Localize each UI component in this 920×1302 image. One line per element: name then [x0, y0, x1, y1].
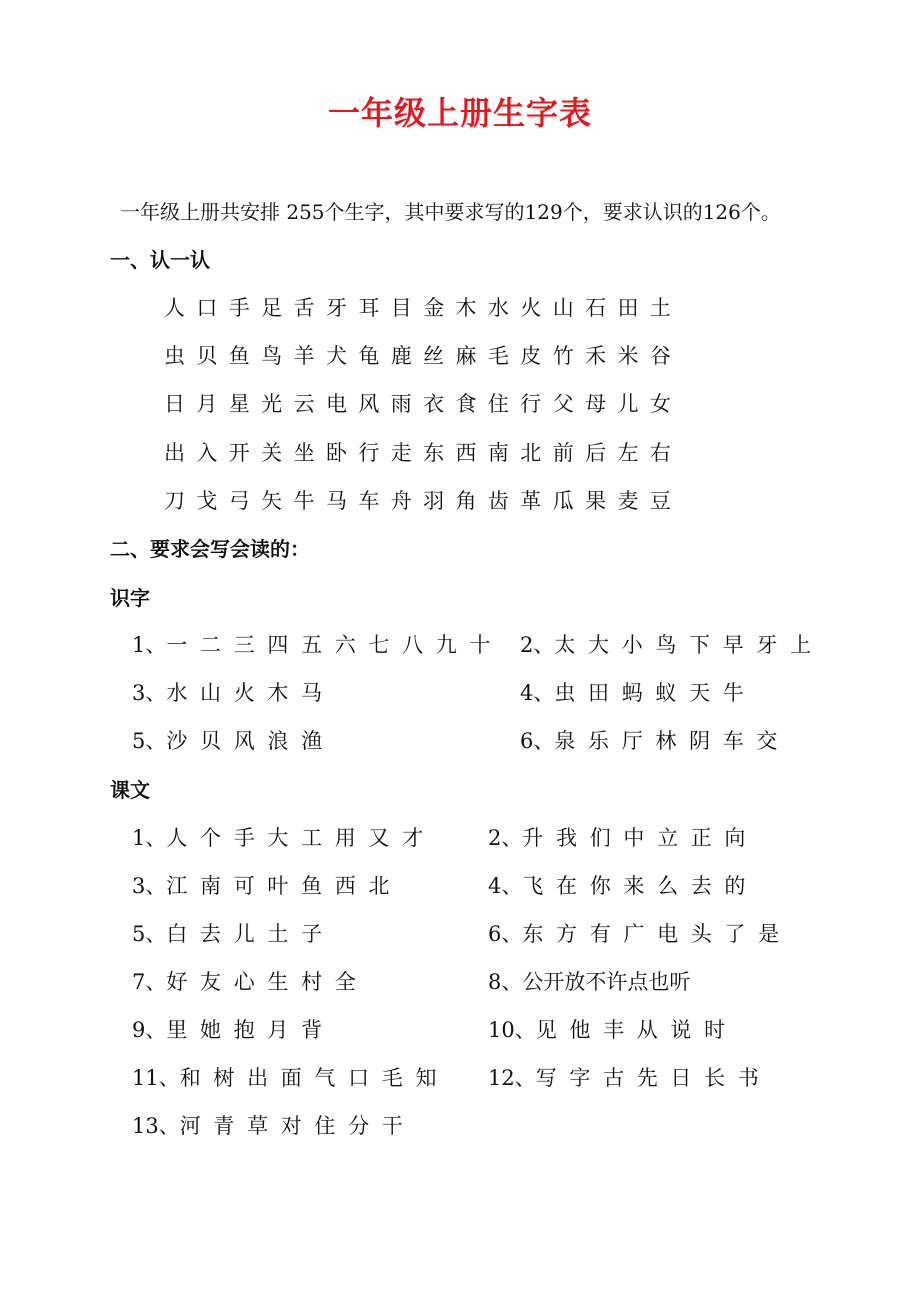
item-chars: 泉 乐 厅 林 阴 车 交: [554, 729, 778, 753]
recognize-char: 火: [520, 296, 542, 320]
recognize-char: 儿: [617, 392, 639, 416]
recognize-char: 舌: [293, 296, 315, 320]
recognize-char: 鸟: [261, 344, 283, 368]
subheading-kewen: 课文: [110, 778, 150, 802]
char-row: [164, 340, 682, 370]
section-heading-recognize: 一、认一认: [110, 248, 210, 272]
recognize-char: 毛: [487, 344, 509, 368]
recognize-char: 东: [423, 441, 445, 465]
item-number: 4、: [520, 681, 555, 705]
recognize-char: 牛: [293, 489, 315, 513]
kewen-item: [132, 822, 423, 852]
item-chars: 好 友 心 生 村 全: [166, 970, 356, 994]
item-number: 12、: [488, 1066, 536, 1090]
recognize-char: 足: [261, 296, 283, 320]
kewen-item: [488, 1014, 725, 1044]
item-chars: 江 南 可 叶 鱼 西 北: [166, 874, 390, 898]
item-number: 3、: [132, 681, 167, 705]
kewen-item: [488, 918, 779, 948]
recognize-char: 卧: [325, 441, 347, 465]
recognize-char: 水: [487, 296, 509, 320]
recognize-char: 食: [455, 392, 477, 416]
item-number: 1、: [132, 633, 167, 657]
recognize-char: 父: [552, 392, 574, 416]
item-number: 1、: [132, 826, 167, 850]
recognize-char: 犬: [325, 344, 347, 368]
recognize-char: 龟: [358, 344, 380, 368]
item-chars: 写 字 古 先 日 长 书: [535, 1066, 759, 1090]
item-number: 8、: [488, 970, 523, 994]
recognize-char: 右: [649, 441, 671, 465]
recognize-char: 电: [325, 392, 347, 416]
shizi-item: [132, 677, 322, 707]
item-chars: 升 我 们 中 立 正 向: [522, 826, 746, 850]
recognize-char: 口: [196, 296, 218, 320]
recognize-char: 马: [325, 489, 347, 513]
char-row: [164, 388, 682, 418]
item-number: 4、: [488, 874, 523, 898]
recognize-char: 光: [261, 392, 283, 416]
item-number: 9、: [132, 1018, 167, 1042]
recognize-char: 米: [617, 344, 639, 368]
recognize-char: 羊: [293, 344, 315, 368]
recognize-char: 羽: [423, 489, 445, 513]
item-chars: 虫 田 蚂 蚁 天 牛: [554, 681, 744, 705]
item-chars: 水 山 火 木 马: [166, 681, 323, 705]
recognize-char: 麻: [455, 344, 477, 368]
recognize-char: 住: [487, 392, 509, 416]
intro-paragraph: 一年级上册共安排 255个生字，其中要求写的129个，要求认识的126个。: [120, 200, 781, 224]
item-number: 7、: [132, 970, 167, 994]
recognize-char: 月: [196, 392, 218, 416]
char-row: [164, 292, 682, 322]
recognize-char: 矢: [261, 489, 283, 513]
recognize-char: 谷: [649, 344, 671, 368]
page-title: 一年级上册生字表: [327, 94, 592, 132]
recognize-char: 目: [390, 296, 412, 320]
recognize-char: 风: [358, 392, 380, 416]
shizi-item: [520, 629, 811, 659]
item-chars: 公开放不许点也听: [522, 970, 691, 994]
recognize-char: 皮: [520, 344, 542, 368]
recognize-char: 入: [196, 441, 218, 465]
recognize-char: 女: [649, 392, 671, 416]
recognize-char: 革: [520, 489, 542, 513]
recognize-char: 贝: [196, 344, 218, 368]
recognize-char: 齿: [487, 489, 509, 513]
recognize-char: 出: [164, 441, 185, 465]
recognize-char: 瓜: [552, 489, 574, 513]
item-chars: 太 大 小 鸟 下 早 牙 上: [554, 633, 812, 657]
recognize-char: 山: [552, 296, 574, 320]
item-chars: 见 他 丰 从 说 时: [535, 1018, 726, 1042]
subheading-shizi: 识字: [110, 586, 150, 610]
kewen-item: [132, 870, 389, 900]
recognize-char: 竹: [552, 344, 574, 368]
kewen-item: [132, 1110, 403, 1140]
item-number: 10、: [488, 1018, 536, 1042]
recognize-char: 禾: [585, 344, 607, 368]
recognize-char: 北: [520, 441, 542, 465]
item-chars: 人 个 手 大 工 用 又 才: [166, 826, 424, 850]
recognize-char: 丝: [423, 344, 445, 368]
recognize-char: 金: [423, 296, 445, 320]
recognize-char: 手: [228, 296, 250, 320]
item-number: 5、: [132, 729, 167, 753]
recognize-char: 走: [390, 441, 412, 465]
item-chars: 飞 在 你 来 么 去 的: [522, 874, 746, 898]
recognize-char: 行: [358, 441, 380, 465]
char-row: [164, 485, 682, 515]
recognize-char: 雨: [390, 392, 412, 416]
recognize-char: 麦: [617, 489, 639, 513]
recognize-char: 行: [520, 392, 542, 416]
kewen-item: [132, 1014, 322, 1044]
item-number: 13、: [132, 1114, 180, 1138]
recognize-char: 人: [164, 296, 185, 320]
kewen-item: [488, 966, 690, 996]
recognize-char: 开: [228, 441, 250, 465]
item-number: 2、: [520, 633, 555, 657]
kewen-item: [488, 1062, 759, 1092]
kewen-item: [488, 822, 745, 852]
recognize-char: 田: [617, 296, 639, 320]
recognize-char: 星: [228, 392, 250, 416]
recognize-char: 关: [261, 441, 283, 465]
recognize-char: 果: [585, 489, 607, 513]
recognize-char: 西: [455, 441, 477, 465]
shizi-item: [520, 725, 777, 755]
recognize-char: 豆: [649, 489, 671, 513]
recognize-char: 后: [585, 441, 607, 465]
recognize-char: 衣: [423, 392, 445, 416]
kewen-item: [132, 966, 356, 996]
recognize-char: 石: [585, 296, 607, 320]
recognize-char: 弓: [228, 489, 250, 513]
item-chars: 东 方 有 广 电 头 了 是: [522, 922, 780, 946]
item-number: 5、: [132, 922, 167, 946]
recognize-char: 刀: [164, 489, 185, 513]
recognize-char: 木: [455, 296, 477, 320]
recognize-char: 虫: [164, 344, 185, 368]
char-row: [164, 437, 682, 467]
recognize-char: 坐: [293, 441, 315, 465]
item-chars: 沙 贝 风 浪 渔: [166, 729, 323, 753]
item-chars: 河 青 草 对 住 分 干: [179, 1114, 403, 1138]
recognize-char: 日: [164, 392, 185, 416]
item-number: 2、: [488, 826, 523, 850]
recognize-char: 土: [649, 296, 671, 320]
shizi-item: [520, 677, 744, 707]
recognize-char: 左: [617, 441, 639, 465]
item-chars: 白 去 儿 土 子: [166, 922, 323, 946]
recognize-char: 角: [455, 489, 477, 513]
item-number: 3、: [132, 874, 167, 898]
item-chars: 里 她 抱 月 背: [166, 1018, 323, 1042]
recognize-char: 戈: [196, 489, 218, 513]
shizi-item: [132, 725, 322, 755]
shizi-item: [132, 629, 490, 659]
item-number: 6、: [520, 729, 555, 753]
recognize-char: 舟: [390, 489, 412, 513]
kewen-item: [132, 918, 322, 948]
recognize-char: 云: [293, 392, 315, 416]
recognize-char: 鹿: [390, 344, 412, 368]
recognize-char: 母: [585, 392, 607, 416]
item-chars: 一 二 三 四 五 六 七 八 九 十: [166, 633, 491, 657]
kewen-item: [132, 1062, 436, 1092]
section-heading-write-read: 二、要求会写会读的：: [110, 537, 310, 561]
recognize-char: 前: [552, 441, 574, 465]
item-number: 11、: [132, 1066, 180, 1090]
recognize-char: 鱼: [228, 344, 250, 368]
kewen-item: [488, 870, 745, 900]
recognize-char: 耳: [358, 296, 380, 320]
recognize-char: 牙: [325, 296, 347, 320]
recognize-char: 南: [487, 441, 509, 465]
recognize-char: 车: [358, 489, 380, 513]
item-number: 6、: [488, 922, 523, 946]
item-chars: 和 树 出 面 气 口 毛 知: [179, 1066, 437, 1090]
